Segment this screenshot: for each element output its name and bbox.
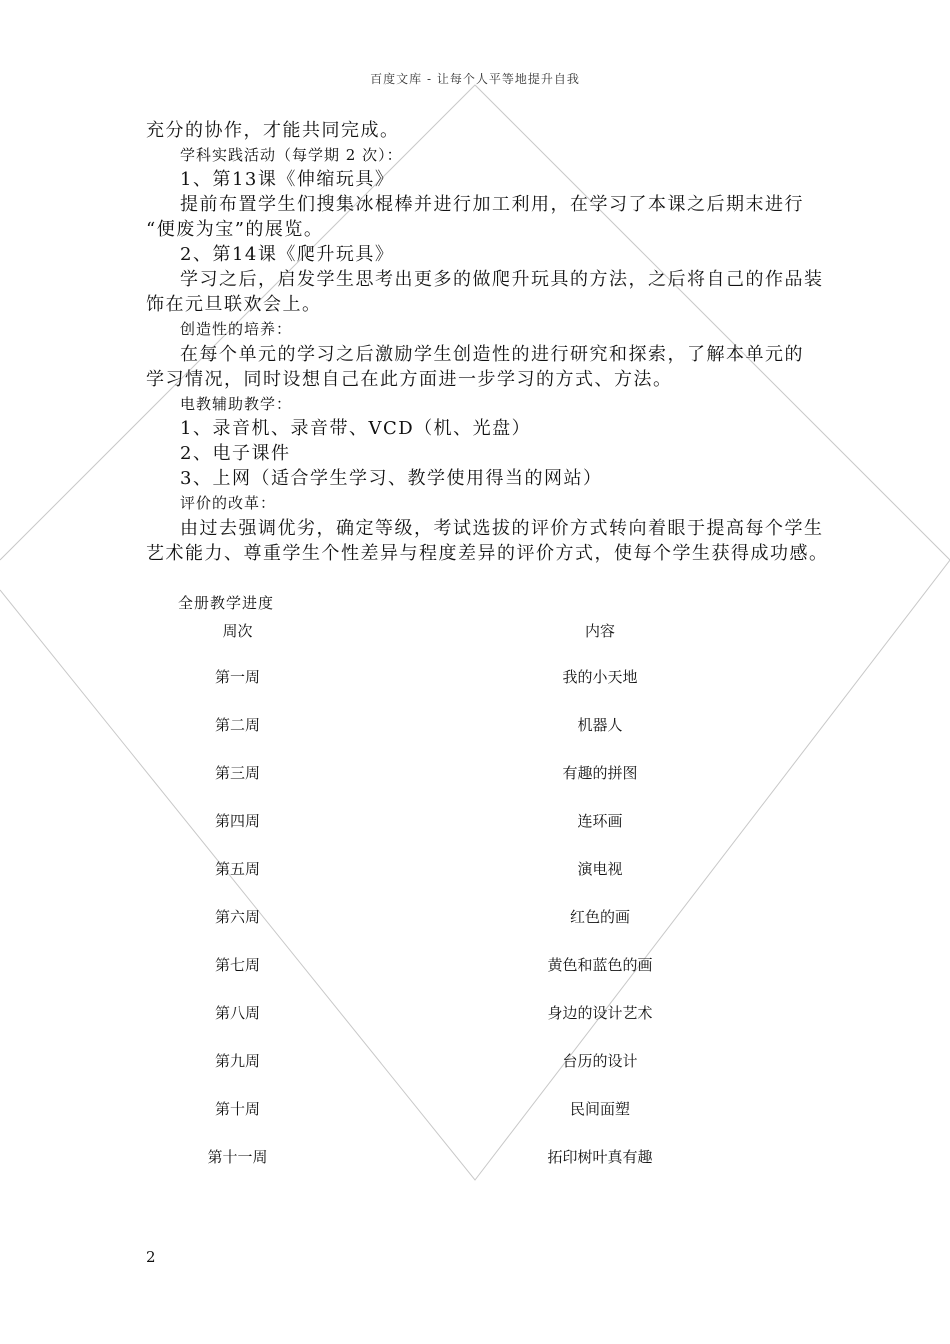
list-item: 3、上网（适合学生学习、教学使用得当的网站）: [180, 468, 603, 489]
section-heading: 创造性的培养：: [180, 320, 293, 338]
content-cell: 机器人: [577, 716, 623, 734]
week-cell: 第五周: [214, 860, 260, 878]
list-item: 1、录音机、录音带、VCD（机、光盘）: [180, 418, 532, 439]
content-cell: 红色的画: [569, 908, 630, 926]
week-cell: 第七周: [214, 956, 260, 974]
schedule-title: 全册教学进度: [178, 594, 275, 612]
content-cell: 我的小天地: [562, 668, 638, 686]
paragraph-line: 在每个单元的学习之后激励学生创造性的进行研究和探索，了解本单元的: [180, 344, 804, 365]
paragraph-line: 提前布置学生们搜集冰棍棒并进行加工利用，在学习了本课之后期末进行: [180, 194, 804, 215]
week-cell: 第一周: [214, 668, 260, 686]
section-heading: 评价的改革：: [180, 494, 277, 512]
paragraph-line: 学习情况，同时设想自己在此方面进一步学习的方式、方法。: [146, 369, 673, 390]
week-cell: 第十周: [214, 1100, 260, 1118]
list-item: 2、电子课件: [180, 443, 291, 464]
paragraph-line: 饰在元旦联欢会上。: [146, 294, 322, 315]
page-number: 2: [146, 1248, 156, 1266]
column-header-content: 内容: [584, 622, 615, 640]
section-heading: 电教辅助教学：: [180, 395, 293, 413]
week-cell: 第六周: [214, 908, 260, 926]
content-cell: 演电视: [577, 860, 623, 878]
paragraph-line: 充分的协作，才能共同完成。: [146, 120, 400, 141]
week-cell: 第十一周: [207, 1148, 268, 1166]
content-cell: 拓印树叶真有趣: [547, 1148, 653, 1166]
paragraph-line: “便废为宝”的展览。: [146, 219, 324, 240]
week-cell: 第二周: [214, 716, 260, 734]
content-cell: 连环画: [577, 812, 623, 830]
list-item: 2、第14课《爬升玩具》: [180, 244, 395, 265]
week-cell: 第八周: [214, 1004, 260, 1022]
week-cell: 第四周: [214, 812, 260, 830]
column-header-week: 周次: [222, 622, 253, 640]
list-item: 1、第13课《伸缩玩具》: [180, 169, 395, 190]
content-cell: 黄色和蓝色的画: [547, 956, 653, 974]
content-cell: 有趣的拼图: [562, 764, 638, 782]
paragraph-line: 艺术能力、尊重学生个性差异与程度差异的评价方式，使每个学生获得成功感。: [146, 543, 829, 564]
page-header: 百度文库 - 让每个人平等地提升自我: [370, 72, 580, 86]
paragraph-line: 由过去强调优劣，确定等级，考试选拔的评价方式转向着眼于提高每个学生: [180, 518, 824, 539]
section-heading: 学科实践活动（每学期 2 次）：: [180, 146, 403, 164]
week-cell: 第九周: [214, 1052, 260, 1070]
content-cell: 身边的设计艺术: [547, 1004, 653, 1022]
paragraph-line: 学习之后，启发学生思考出更多的做爬升玩具的方法，之后将自己的作品装: [180, 269, 824, 290]
week-cell: 第三周: [214, 764, 260, 782]
content-cell: 台历的设计: [562, 1052, 638, 1070]
content-cell: 民间面塑: [569, 1100, 630, 1118]
